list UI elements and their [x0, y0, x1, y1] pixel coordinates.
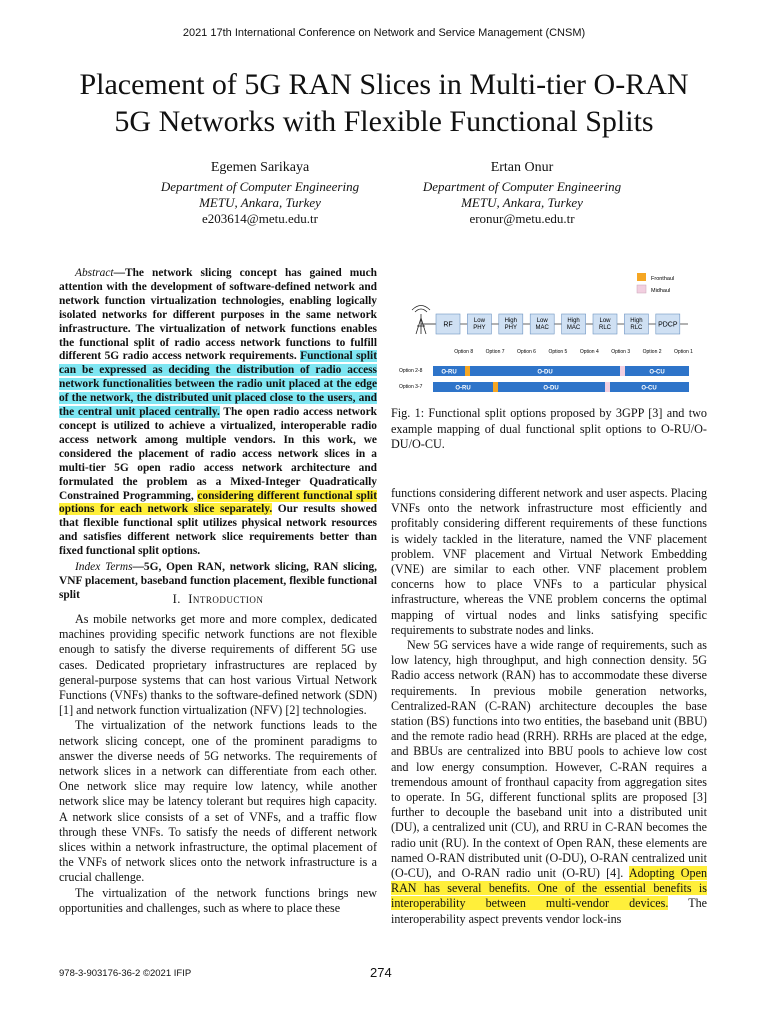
section-heading: I. Introduction: [172, 592, 264, 606]
conference-header: 2021 17th International Conference on Network and Service Management (CNSM): [182, 27, 586, 39]
unit-label: O-RU: [455, 385, 471, 392]
unit-label: O-CU: [641, 385, 657, 392]
paragraph: New 5G services have a wide range of requirements, such as low latency, high throughput, and high connection density. 5G Radio access network (RAN) has to accommodate these diverse requirements. In previous mobile generation networks, Centralized-RAN (C-RAN) architecture decouples the base station (BS) functions into two entities, the baseband unit (BBU) and the remote radio head (RRH). RRHs are placed at the edge, and BBUs are centralized into BBU pools to achieve low cost and low energy consumption. However, C-RAN requires a tremendous amount of fronthaul capacity from aggregation sites to operate. In 5G, different functional splits are proposed [3] further to decouple the baseband unit into a distributed unit (DU), a centralized unit (CU), and RRU in C-RAN becomes the radio unit (RU). In the context of Open RAN, these elements are named O-RAN distributed unit (O-DU), O-RAN centralized unit (O-CU), and O-RAN radio unit (O-RU) [4]. Adopting Open RAN has several benefits. One of the essential benefits is interoperability between multi-vendor devices. The interoperability aspect prevents vendor lock-ins: [391, 638, 707, 926]
highlight-cyan: Functional split can be expressed as deciding the distribution of radio access network functionalities between the radio unit placed at the edge of the network, the distributed unit placed close to the users, and the central unit placed centrally.: [59, 350, 377, 419]
author-department: Department of Computer Engineering: [422, 179, 622, 194]
abstract-text: The open radio access network concept is utilized to achieve a virtualized, interoperable radio access network among multiple vendors. In this work, we considered the placement of radio access network slices in a multi-tier 5G open radio access network architecture and formulated the problem as a Mixed-Integer Quadratically Constrained Programming,: [59, 406, 377, 502]
index-terms-label: Index Terms: [75, 561, 133, 574]
function-block: [467, 314, 491, 334]
function-block-label: MAC: [535, 325, 549, 331]
function-block-label: RLC: [598, 325, 612, 331]
author-block-1: [130, 160, 390, 227]
unit-label: O-CU: [649, 369, 665, 376]
title-line-1: Placement of 5G RAN Slices in Multi-tier O-RAN: [79, 68, 689, 101]
unit-label: O-DU: [537, 369, 553, 376]
legend-fronthaul-swatch: [637, 273, 646, 281]
paragraph: The virtualization of the network functions brings new opportunities and challenges, such as where to place these: [59, 885, 377, 915]
function-block-label: High: [567, 318, 580, 324]
fronthaul-segment: [465, 366, 470, 376]
abstract-text: Our results showed that flexible functional split utilizes physical network resources and satisfies different network slice requirements better than fixed functional split options.: [59, 503, 377, 558]
function-block: [624, 314, 648, 334]
page-number: 274: [370, 965, 392, 980]
paragraph: The virtualization of the network functions leads to the network slicing concept, one of the prominent paradigms to answer the diverse needs of 5G networks. The requirements of network slices in a network can differentiate from each other. One network slice may require low latency, while another network slice may be latency tolerant but requires high capacity. A network slice consists of a set of VNFs, and a traffic flow through these VNFs. To satisfy the needs of different network slices within a network infrastructure, the optimal placement of the VNFs of network slices onto the network infrastructure is a crucial challenge.: [59, 718, 377, 885]
author-name: Ertan Onur: [490, 160, 554, 175]
option-label: Option 8: [454, 349, 474, 355]
legend-fronthaul-label: Fronthaul: [651, 276, 675, 282]
function-block: [562, 314, 586, 334]
paragraph: As mobile networks get more and more complex, dedicated machines providing specific network functions are not flexible enough to satisfy the diverse requirements of different 5G use cases. Dedicated proprietary infrastructures are replaced by general-purpose systems that can host various Virtual Network Functions (VNFs) thanks to the software-defined network (SDN) [1] and network function virtualization (NFV) [2] technologies.: [59, 612, 377, 718]
paper-title: [40, 66, 728, 140]
isbn-footer: 978-3-903176-36-2 ©2021 IFIP: [59, 968, 192, 979]
functional-split-figure: [391, 268, 707, 398]
row-label: Option 2-8: [399, 368, 423, 374]
figure-caption: Fig. 1: Functional split options proposed by 3GPP [3] and two example mapping of dual functional split options to O-RU/O-DU/O-CU.: [391, 406, 707, 451]
antenna-icon: [412, 306, 436, 335]
function-block-label: RLC: [630, 325, 643, 331]
function-block: [499, 314, 523, 334]
unit-label: O-RU: [441, 369, 457, 376]
legend-midhaul-swatch: [637, 285, 646, 293]
abstract-label: Abstract: [75, 267, 114, 279]
option-label: Option 2: [642, 349, 662, 355]
author-block-2: [392, 160, 652, 227]
paragraph: functions considering different network and user aspects. Placing VNFs onto the network infrastructure most efficiently and profitably considering different requirements of these functions is widely tackled in the literature, named the VNF placement problem. VNF placement and Virtual Network Embedding (VNE) are similar to each other. VNF placement problem concerns how to place VNFs to a particular physical infrastructure, whereas the VNE problem concerns the optimal mapping of virtual nodes and links satisfying specific requirements to substrate nodes and links.: [391, 486, 707, 637]
function-block-label: Low: [536, 318, 548, 324]
abstract-text: The network slicing concept has gained much attention with the development of software-defined network and network function virtualization technologies, enabling logically isolated networks for different purposes in the same network infrastructure. The virtualization of network functions enables the functional split of radio access network functions to fulfill different 5G radio access network requirements.: [59, 267, 377, 363]
author-email: eronur@metu.edu.tr: [469, 211, 575, 226]
function-block-label: PHY: [504, 325, 517, 331]
unit-label: O-DU: [543, 385, 559, 392]
function-block-label: MAC: [566, 325, 581, 331]
fronthaul-segment: [493, 382, 498, 392]
option-label: Option 7: [485, 349, 505, 355]
abstract: Abstract—The network slicing concept has gained much attention with the development of software-defined network and network function virtualization technologies, enabling logically isolated networks for different purposes in the same network infrastructure. The virtualization of network functions enables the functional split of radio access network functions to fulfill different 5G radio access network requirements. Functional split can be expressed as deciding the distribution of radio access network functionalities between the radio unit placed at the edge of the network, the distributed unit placed close to the users, and the central unit placed centrally. The open radio access network concept is utilized to achieve a virtualized, interoperable radio access network among multiple vendors. In this work, we considered the placement of radio access network slices in a multi-tier 5G open radio access network architecture and formulated the problem as a Mixed-Integer Quadratically Constrained Programming, considering different functional split options for each network slice separately. Our results showed that flexible functional split utilizes physical network resources and satisfies different network slice requirements better than fixed functional split options. Index Terms—5G, Open RAN, network slicing, RAN slicing, VNF placement, baseband function placement, flexible functional split: [59, 267, 377, 601]
legend-midhaul-label: Midhaul: [651, 288, 671, 294]
option-label: Option 3: [611, 349, 631, 355]
option-label: Option 5: [548, 349, 568, 355]
title-line-2: 5G Networks with Flexible Functional Splits: [114, 105, 654, 138]
author-email: e203614@metu.edu.tr: [202, 211, 318, 226]
option-label: Option 1: [674, 349, 693, 355]
function-block-label: Low: [473, 318, 485, 324]
function-block-label: High: [630, 318, 643, 324]
function-block-label: Low: [599, 318, 611, 324]
function-block-label: PHY: [473, 325, 486, 331]
author-department: Department of Computer Engineering: [160, 179, 360, 194]
highlight-yellow: considering different functional split options for each network slice separately.: [59, 489, 377, 516]
index-terms: Index Terms—5G, Open RAN, network slicing, RAN slicing, VNF placement, baseband function placement, flexible functional split: [59, 561, 377, 601]
midhaul-segment: [605, 382, 610, 392]
author-location: METU, Ankara, Turkey: [461, 195, 583, 210]
option-label: Option 6: [517, 349, 536, 355]
option-label: Option 4: [579, 349, 599, 355]
author-name: Egemen Sarikaya: [210, 160, 310, 175]
midhaul-segment: [620, 366, 625, 376]
function-block: [593, 314, 617, 334]
function-block-label: RF: [443, 321, 453, 329]
author-location: METU, Ankara, Turkey: [199, 195, 321, 210]
intro-text: [59, 612, 377, 916]
right-column-text: [391, 486, 707, 927]
function-block-label: High: [504, 318, 517, 324]
row-label: Option 3-7: [399, 384, 423, 390]
function-block-label: PDCP: [658, 321, 678, 329]
highlight-yellow: Adopting Open RAN has several benefits. One of the essential benefits is interoperability between multi-vendor devices.: [391, 866, 707, 911]
function-block: [530, 314, 554, 334]
